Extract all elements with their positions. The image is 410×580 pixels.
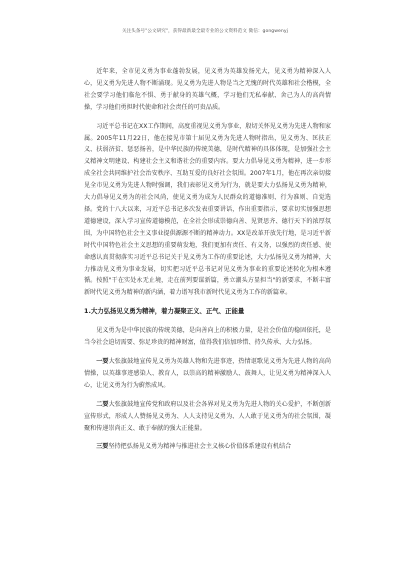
list-item-3-lead: 三要 (96, 443, 109, 451)
header-note: 关注头条号"公文研究"，获得最新最全最专业的公文资料范文 微信：gongwenyj (121, 29, 288, 34)
list-item-3 (84, 441, 331, 453)
list-item-1-lead: 一要 (96, 358, 109, 366)
document-body (84, 66, 331, 460)
paragraph-xi: 习近平总书记在XX工作期间，高度重视见义勇为事业，殷切关怀见义勇为先进人物和家属。2005年11月22日，他在接见市第十届见义勇为先进人物时指出，见义勇为、匡扶正义、扶弱济贫、惩恶扬善，是中华民族的传统美德，是时代精神的具体体现，是加强社会主义精神文明建设、构建社会主义和谐社会的重要内容。要大力倡导见义勇为精神，进一步形成全社会共同维护社会治安秩序、互助互爱的良好社会氛围。2007年1月，他在再次亲切接见全市见义勇为先进人物时强调，我们表彰见义勇为行为，就是要大力弘扬见义勇为精神，大力倡导见义勇为的社会风尚，使见义勇为成为人民群众的道德准则、行为准则、自觉选择。党的十八大以来，习近平总书记多次发表重要讲话，作出重要指示，要求切实加强思想道德建设，深入学习宣传道德模范，在全社会形成崇德向善、见贤思齐、德行天下的浓厚氛围，为中国特色社会主义事业提供源源不断的精神动力。XX是改革开放先行地，是习近平新时代中国特色社会主义思想的重要萌发地，我们更加有责任、有义务，以强烈的责任感、使命感认真贯彻落实习近平总书记关于见义勇为工作的重要论述，大力弘扬见义勇为精神，大力推动见义勇为事业发展，切实把习近平总书记对见义勇为事业的重要论述转化为根本遵循。按照"干在实处永无止境，走在前列要谋新篇，勇立潮头方显担当"的新要求，不断丰富新时代见义勇为精神的新内涵，着力谱写我市新时代见义勇为工作的新篇章。 (84, 122, 331, 297)
list-item-1-text: 大张旗鼓地宣传见义勇为英雄人物和先进事迹，热情讴歌见义勇为先进人物的高尚情操，以英雄事迹感染人、教育人，以崇高的精神激励人、鼓舞人，让见义勇为精神深入人心，让见义勇为行为蔚然成风。 (84, 358, 332, 389)
list-item-1 (84, 356, 331, 392)
section-heading: 1.大力弘扬见义勇为精神，着力凝聚正义、正气、正能量 (84, 307, 245, 316)
paragraph-intro: 近年来，全市见义勇为事业蓬勃发展，见义勇为英雄发扬光大，见义勇为精神深入人心，见义勇为先进人物不断涌现。见义勇为先进人物是当之无愧的时代英雄和社会楷模，全社会要学习他们临危不惧、勇于献身的英雄气概，学习他们无私奉献、舍己为人的高尚情操，学习他们勇担时代使命和社会责任的可贵品质。 (84, 68, 331, 111)
list-item-2 (84, 399, 331, 435)
list-item-2-text: 大张旗鼓地宣传党和政府以及社会各界对见义勇为先进人物的关心爱护，不断创新宣传形式，形成人人赞扬见义勇为、人人支持见义勇为、人人敢于见义勇为的社会氛围，凝聚和传递崇尚正义、敢于奉献的强大正能量。 (84, 400, 332, 432)
paragraph-tradition: 见义勇为是中华民族的传统美德，是向善向上的积极力量，是社会价值的稳固依托，是当今社会迫切需要、弥足珍贵的精神财富，值得我们倍加珍惜、持久传承、大力弘扬。 (84, 327, 331, 347)
list-item-3-text: 坚持把弘扬见义勇为精神与推进社会主义核心价值体系建设有机结合 (108, 443, 292, 451)
list-item-2-lead: 二要 (96, 400, 109, 408)
